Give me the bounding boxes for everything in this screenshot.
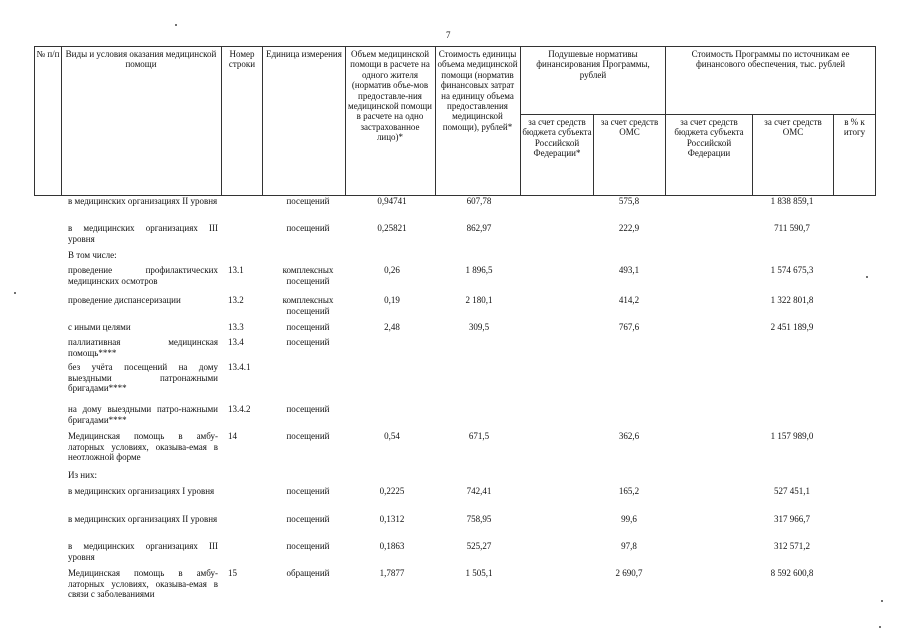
header-border — [665, 47, 666, 195]
row-finance-oms: 1 322 801,8 — [770, 295, 814, 305]
row-unit: посещений — [286, 486, 330, 496]
row-number: 14 — [228, 431, 237, 441]
header-col-percapita: Подушевые нормативы финансирования Программы, рублей — [536, 49, 650, 80]
row-cost: 525,27 — [466, 541, 492, 551]
header-col-number: № п/п — [36, 49, 60, 59]
row-unit: посещений — [286, 541, 330, 551]
row-volume: 0,25821 — [377, 223, 407, 233]
row-name: Из них: — [68, 470, 97, 480]
row-name: в медицинских организациях II уровня — [68, 196, 218, 206]
row-number: 13.1 — [228, 265, 244, 275]
row-name: на дому выездными патро-нажными бригадами**** — [68, 404, 218, 425]
row-volume: 0,26 — [384, 265, 400, 275]
row-name: паллиативная медицинская помощь**** — [68, 337, 218, 358]
header-col-source-budget: за счет средств бюджета субъекта Российской Федерации — [674, 117, 744, 159]
row-percapita-oms: 2 690,7 — [615, 568, 643, 578]
row-cost: 607,78 — [466, 196, 492, 206]
page-number: 7 — [446, 30, 451, 40]
header-col-row: Номер строки — [228, 49, 256, 70]
row-name: проведение профилактических медицинских осмотров — [68, 265, 218, 286]
header-border — [262, 47, 263, 195]
row-unit: комплексных посещений — [282, 295, 334, 316]
row-finance-oms: 317 966,7 — [774, 514, 810, 524]
header-border — [833, 114, 834, 195]
row-unit: посещений — [286, 322, 330, 332]
row-cost: 309,5 — [468, 322, 490, 332]
scan-speck — [879, 626, 881, 628]
row-name: в медицинских организациях II уровня — [68, 514, 218, 524]
row-cost: 758,95 — [466, 514, 492, 524]
header-col-unit: Единица измерения — [266, 49, 342, 59]
header-col-percapita-budget: за счет средств бюджета субъекта Российской Федерации* — [522, 117, 592, 159]
row-cost: 1 896,5 — [465, 265, 493, 275]
row-number: 13.4 — [228, 337, 244, 347]
row-number: 15 — [228, 568, 237, 578]
row-name: Медицинская помощь в амбу-латорных условиях, оказыва-емая в связи с заболеваниями — [68, 568, 218, 600]
row-volume: 0,19 — [384, 295, 400, 305]
header-border — [435, 47, 436, 195]
row-percapita-oms: 767,6 — [618, 322, 640, 332]
row-unit: посещений — [286, 431, 330, 441]
header-col-source-percent: в % к итогу — [843, 117, 866, 138]
row-finance-oms: 711 590,7 — [774, 223, 810, 233]
row-unit: комплексных посещений — [282, 265, 334, 286]
row-finance-oms: 8 592 600,8 — [770, 568, 814, 578]
row-name: В том числе: — [68, 250, 117, 260]
header-border — [221, 47, 222, 195]
row-unit: посещений — [286, 404, 330, 414]
row-percapita-oms: 165,2 — [618, 486, 640, 496]
row-percapita-oms: 414,2 — [618, 295, 640, 305]
row-percapita-oms: 575,8 — [618, 196, 640, 206]
row-volume: 0,94741 — [377, 196, 407, 206]
row-volume: 2,48 — [384, 322, 400, 332]
scan-speck — [866, 276, 868, 278]
row-unit: посещений — [286, 514, 330, 524]
row-cost: 2 180,1 — [465, 295, 493, 305]
row-name: с иными целями — [68, 322, 131, 332]
row-name: без учёта посещений на дому выездными патронажными бригадами**** — [68, 362, 218, 394]
row-cost: 742,41 — [466, 486, 492, 496]
row-finance-oms: 1 838 859,1 — [770, 196, 814, 206]
row-number: 13.3 — [228, 322, 244, 332]
header-border — [875, 47, 876, 195]
header-border — [752, 114, 753, 195]
row-volume: 1,7877 — [379, 568, 405, 578]
header-col-cost: Стоимость единицы объема медицинской помощи (норматив финансовых затрат на единицу объема предоставления медицинской помощи), рублей* — [437, 49, 518, 132]
row-name: в медицинских организациях I уровня — [68, 486, 215, 496]
row-unit: посещений — [286, 337, 330, 347]
header-border — [61, 47, 62, 195]
row-percapita-oms: 493,1 — [618, 265, 640, 275]
header-subdivider — [520, 114, 875, 115]
header-col-kind: Виды и условия оказания медицинской помощи — [65, 49, 217, 70]
row-number: 13.4.1 — [228, 362, 251, 372]
row-percapita-oms: 222,9 — [618, 223, 640, 233]
row-finance-oms: 2 451 189,9 — [770, 322, 814, 332]
row-percapita-oms: 362,6 — [618, 431, 640, 441]
row-percapita-oms: 97,8 — [621, 541, 637, 551]
header-border — [34, 47, 35, 195]
scan-speck — [881, 600, 883, 602]
row-cost: 671,5 — [468, 431, 490, 441]
row-cost: 1 505,1 — [465, 568, 493, 578]
row-volume: 0,2225 — [379, 486, 405, 496]
row-unit: обращений — [286, 568, 330, 578]
row-number: 13.2 — [228, 295, 244, 305]
row-name: в медицинских организациях III уровня — [68, 541, 218, 562]
row-finance-oms: 1 574 675,3 — [770, 265, 814, 275]
header-border — [520, 47, 521, 195]
row-unit: посещений — [286, 196, 330, 206]
scan-speck — [14, 292, 16, 294]
header-col-volume: Объем медицинской помощи в расчете на одного жителя (норматив объе-мов предоставле-ния медицинской помощи в расчете на одно застрахованное лицо)* — [348, 49, 432, 143]
header-col-source-oms: за счет средств ОМС — [764, 117, 822, 138]
row-name: проведение диспансеризации — [68, 295, 181, 305]
row-finance-oms: 527 451,1 — [774, 486, 810, 496]
header-col-percapita-oms: за счет средств ОМС — [600, 117, 659, 138]
row-unit: посещений — [286, 223, 330, 233]
table-header — [34, 46, 876, 196]
row-volume: 0,1863 — [379, 541, 405, 551]
row-name: в медицинских организациях III уровня — [68, 223, 218, 244]
row-name: Медицинская помощь в амбу-латорных условиях, оказыва-емая в неотложной форме — [68, 431, 218, 463]
header-col-sources: Стоимость Программы по источникам ее финансового обеспечения, тыс. рублей — [691, 49, 850, 70]
row-number: 13.4.2 — [228, 404, 251, 414]
scan-speck — [175, 24, 177, 26]
row-finance-oms: 1 157 989,0 — [770, 431, 814, 441]
row-percapita-oms: 99,6 — [621, 514, 637, 524]
row-volume: 0,1312 — [379, 514, 405, 524]
row-finance-oms: 312 571,2 — [774, 541, 810, 551]
header-border — [593, 114, 594, 195]
row-cost: 862,97 — [466, 223, 492, 233]
header-border — [345, 47, 346, 195]
row-volume: 0,54 — [384, 431, 400, 441]
